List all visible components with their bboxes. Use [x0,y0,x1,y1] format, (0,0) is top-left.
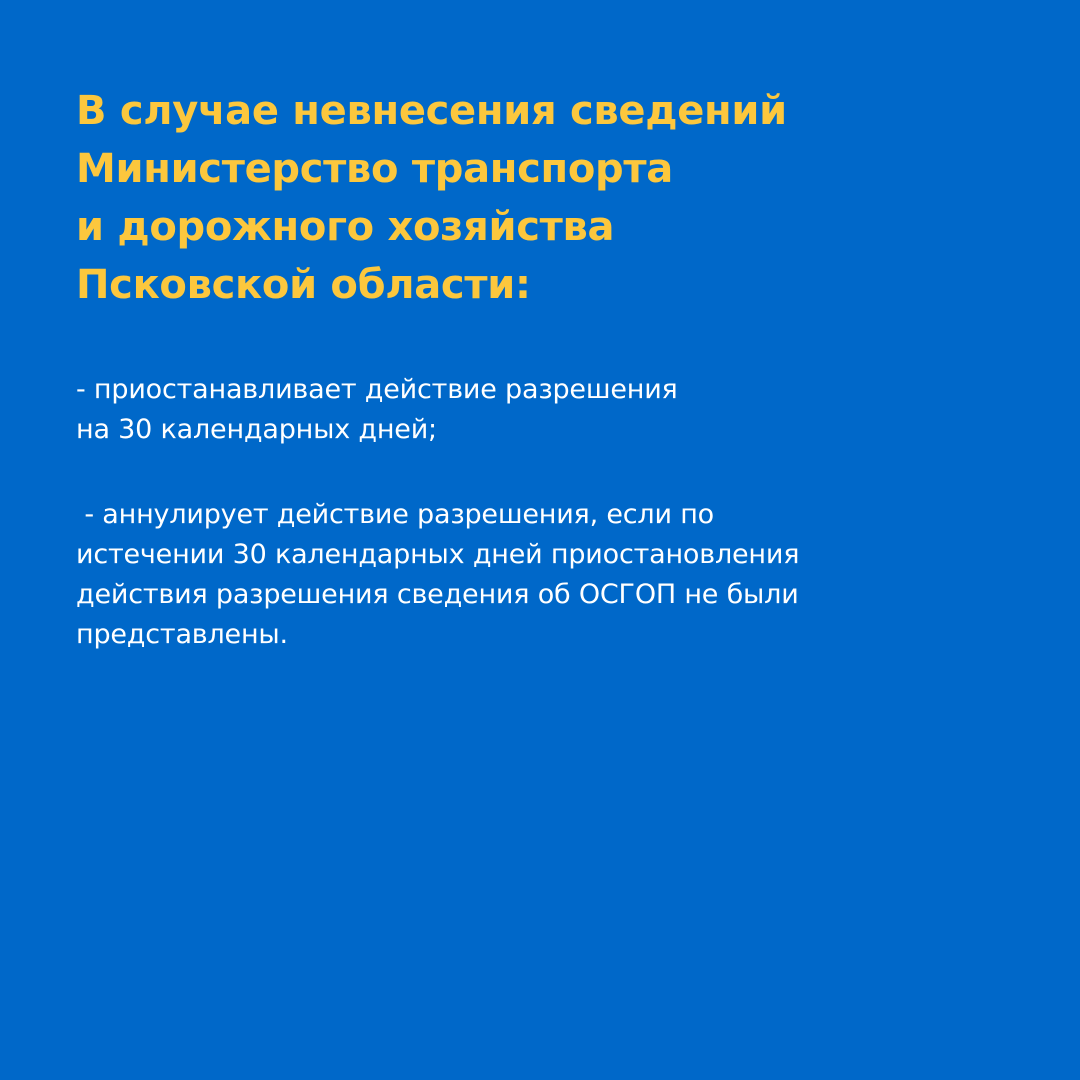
heading-line: Министерство транспорта [76,146,673,192]
heading-line: и дорожного хозяйства [76,204,615,250]
heading [76,82,1036,314]
heading-line: Псковской области: [76,262,531,308]
annulment-line: - аннулирует действие разрешения, если по [76,499,714,530]
annulment-item [76,495,1036,655]
annulment-line: истечении 30 календарных дней приостановления [76,539,800,570]
suspension-line: на 30 календарных дней; [76,414,437,445]
heading-line: В случае невнесения сведений [76,88,787,134]
suspension-line: - приостанавливает действие разрешения [76,374,678,405]
annulment-line: представлены. [76,619,288,650]
suspension-item [76,370,1036,450]
annulment-line: действия разрешения сведения об ОСГОП не были [76,579,799,610]
